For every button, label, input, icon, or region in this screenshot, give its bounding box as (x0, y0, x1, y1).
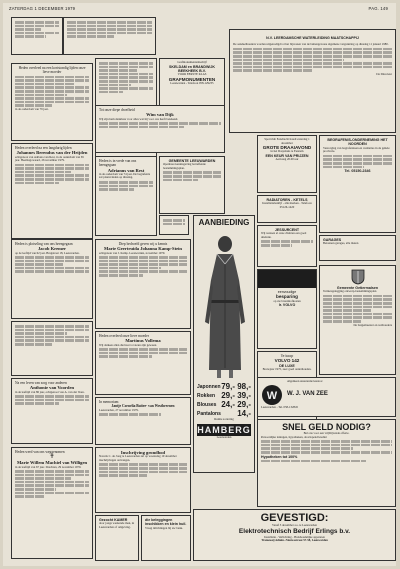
jessurcent-title: JESSURCENT (274, 228, 300, 232)
beleggingen-text: Vraag inlichtingen bij uw bank. (145, 525, 183, 530)
jessurcent-text: Wij wensen al onze cliënten een goed uiteinde. (261, 231, 307, 239)
running-header (9, 6, 388, 14)
vanzee-title: W. J. VAN ZEE (287, 391, 328, 398)
deceased-name: Anthonie van Voorden (29, 385, 75, 391)
gemeente2-text: Terinzagelegging ontwerp-bestemmingsplan (323, 289, 377, 294)
radiatoren-ad (257, 195, 317, 223)
deceased-name: Marie Willem Machiel van Willigen (16, 460, 88, 466)
geld-title: SNEL GELD NODIG? (282, 422, 371, 432)
begrafenis-title: BEGRAFENIS-ONDERNEMING HET NOORDEN (327, 138, 388, 147)
page-number: PAG. 149 (368, 6, 388, 11)
notice-title: Heden overleed na een langdurig lijden (15, 146, 72, 150)
notice-title: Heden is in vrede van ons heengegaan (99, 159, 137, 168)
notice-text: echtgenoot van Adriana van Rest, in de ouderdom van 65 jaar. Heerhugowaard, 26 november 1979. (15, 154, 84, 163)
price-row-japonnen (197, 382, 251, 391)
draaiavond-ad (257, 135, 317, 193)
death-notice-8 (95, 239, 191, 329)
volvo142-line3: DE LUXE (279, 363, 295, 368)
notice-text: in de leeftijd van 86 jaar, echtgenoot van A. van der Veen. (15, 389, 85, 394)
item-name: Pantalons (197, 411, 221, 417)
gevestigd-title: GEVESTIGD: (260, 512, 329, 524)
assurantie-ad (257, 377, 396, 417)
notice-title: Heden overleed na een kortstondig lijden onze lieve moeder (18, 66, 86, 75)
ad-head: Grafmonumentenbedrijf (177, 60, 207, 64)
assurantie-head: Algemeen Assurantie kantoor (287, 379, 323, 383)
waterleiding-title: N.V. LEERDAMSCHE WATERLEIDING MAATSCHAPPIJ (266, 36, 359, 40)
death-notice-5 (11, 447, 93, 559)
aanbieding-ad (193, 215, 255, 473)
volvo-besparing-ad (257, 269, 317, 349)
gevestigd-address: Tramzooij Admin.-Nieuwsstraat 57-58, Leeuwarden (261, 538, 328, 543)
dankbetuiging-notice (63, 17, 156, 55)
begrafenis-phone: Tel. 05150-2346 (344, 169, 371, 174)
gemeente-getiermalsen-notice (319, 265, 396, 375)
begrafenis-ad (319, 135, 396, 233)
deceased-name: Jantje Cornelia Buitee- van Westhreenen (111, 404, 175, 409)
draaiavond-title: GROTE DRAAIAVOND (262, 145, 312, 151)
item-price: 79,- 98,- (221, 382, 251, 391)
jessurcent-ad (257, 225, 317, 267)
garages-ad (319, 235, 396, 261)
volvo-title: besparing (276, 294, 298, 300)
death-notice-3 (11, 239, 93, 319)
geld-nodig-ad (257, 419, 396, 507)
vanzee-text: Leeuwarden - Tel. 058-132845 (261, 404, 299, 409)
notice-title: Na een leven van zorg voor anderen (15, 381, 67, 385)
aanbieding-foot: Ruime sortering (214, 417, 234, 421)
kamer-title: Gezocht KAMER (99, 518, 128, 522)
notice-text: Wij danken allen die haar tot steun zijn geweest. (99, 342, 158, 347)
beleggingen-ad (141, 515, 191, 561)
volvo142-line2: VOLVO 142 (274, 358, 300, 364)
gevestigd-ad (193, 509, 396, 561)
draaiavond-sub: EEN KEUR VAN PRIJZEN (265, 153, 309, 158)
draaiavond-top: Sportclub Eendracht houdt zaterdag 1 december (264, 137, 310, 145)
notice-text: in de ouderdom van 74 jaar. De begrafenis zal plaatsvinden op dinsdag. (99, 171, 150, 180)
small-ad-column (159, 215, 189, 235)
geld-foot: Hypotheken tot 100% (261, 454, 298, 459)
notice-title: Inschrijving grondbod (120, 450, 166, 455)
page-date: ZATERDAG 1 DECEMBER 1979 (9, 6, 76, 11)
gevestigd-name: Elektrotechnisch Bedrijf Erlings b.v. (238, 527, 351, 535)
hamberg-logo: HAMBERG (197, 424, 251, 435)
deceased-name: Johannes Berendus van der Heijden (16, 150, 88, 156)
gemeente-title: GEMEENTE LEEUWARDEN (168, 159, 216, 163)
kamer-text: door jonge werkende man, in Leeuwarden of omgeving. (99, 521, 135, 529)
notice-text: in de ouderdom van 79 jaar. (15, 106, 49, 111)
cross-icon: ✝ (49, 454, 55, 461)
volvo-text: op uw brandstofkosten (273, 298, 301, 303)
price-row-blouses (197, 400, 251, 409)
waterleiding-sign: De Directeur (376, 72, 392, 77)
waterleiding-notice (229, 29, 396, 133)
item-price: 24,- 29,- (221, 400, 251, 409)
item-name: Rokken (197, 393, 216, 399)
beleggingen-title: die beleggingen (145, 518, 173, 522)
newspaper-page (3, 3, 396, 566)
death-notice-4 (11, 378, 93, 444)
in-memoriam-notice (95, 105, 225, 153)
deceased-name: Marie Geertruida Johanna Kamp-Stein (104, 246, 182, 252)
deceased-name: Martinus Vollema (125, 338, 161, 344)
notice-title: Heden werd van ons weggenomen (15, 450, 65, 454)
death-notice-1 (11, 63, 93, 141)
volvo-brand: Ir. VOLVO (278, 303, 296, 308)
gemeente-notice (159, 156, 225, 214)
geld-text: Bel ons voor een vrijblijvende offerte. (303, 431, 350, 435)
geld-sub: Persoonlijke leningen, hypotheken, doorlopend krediet (261, 434, 327, 439)
volvo142-text: Bouwjaar 1975, zeer goed onderhouden. (262, 366, 312, 371)
begrafenis-text: Verzorging van begrafenissen en crematies in de gehele provincie. (323, 145, 390, 154)
radiatoren-text: Installatiebedrijf - alle merken - Telefoon 05126-1420 (262, 201, 312, 209)
garages-text: Betonnen garages, alle maten (323, 241, 359, 246)
notice-text: echtgenote van J. Kamp. Leeuwarden, november 1979. (99, 250, 166, 255)
grondbod-notice (95, 447, 191, 513)
item-name: Blouses (197, 402, 217, 408)
small-notice-2 (11, 321, 93, 376)
volvo-photo (258, 270, 316, 288)
aanbieding-title: AANBIEDING (198, 218, 250, 227)
gemeente2-title: Gemeente Getiermalsen (336, 286, 379, 290)
volvo142-line1: Te koop (280, 354, 294, 358)
notice-text: in de leeftijd van 67 jaar. Drachten, 29 november 1979. (15, 464, 82, 469)
item-name: Japonnen (197, 384, 221, 390)
svg-text:W: W (266, 389, 278, 402)
notice-text: op de leeftijd van 62 jaar. Brugstraat 18, Leeuwarden. (15, 250, 80, 255)
company-name: SKELDAM en BRANDWIJK BEEKHEEK B.V. (169, 64, 215, 73)
deceased-name: Adrianus van Rest (107, 167, 145, 173)
ad-cta: VOOR EERSTE KLAS (177, 72, 207, 77)
gevestigd-text: Installatie - Verlichting - Huishoudelijke apparaten (264, 534, 325, 539)
gevestigd-sub: Vanaf 3 december a.s. te Leeuwarden (272, 523, 317, 527)
death-notice-2 (11, 143, 93, 239)
waterleiding-text: De aandeelhouders worden uitgenodigd tot het bijwonen van de buitengewone algemene vergadering op dinsdag 11 januari 1980. (233, 42, 389, 47)
deceased-name: Jacob Kremer (37, 246, 67, 252)
death-notice-10 (95, 397, 191, 445)
small-notice (11, 17, 63, 55)
notice-text: Wij zijn hem dankbaar voor alles wat hij voor ons heeft betekend. (99, 116, 179, 121)
draaiavond-more: Aanvang 20.00 uur (275, 157, 299, 162)
beleggingen-sub: inschikken en klein huil. (145, 522, 187, 527)
hamberg-tagline: Leeuwarden (216, 434, 232, 439)
death-notice-9 (95, 331, 191, 395)
notice-title: Tot onze diepe droefheid (99, 108, 135, 112)
gemeente2-sign: De burgemeester en wethouders (353, 322, 392, 327)
draaiavond-text: in het Dorpshuis te Eenrum (270, 149, 304, 154)
notice-text: Leeuwarden, 27 november 1979. (99, 407, 139, 412)
item-price: 29,- 39,- (221, 391, 251, 400)
notice-title: Heden overleed onze lieve moeder (99, 334, 149, 338)
ad-address: Leeuwarden - Telefoon 058-129235 (170, 80, 214, 85)
garages-title: GARAGES (323, 238, 342, 242)
notice-title: Heden is plotseling van ons heengegaan (15, 242, 73, 246)
notice-title: In memoriam (99, 400, 119, 404)
item-price: 14,- (237, 409, 251, 418)
death-notice-7 (95, 156, 157, 236)
gemeente-text: Openbare kennisgeving betreffende bestemmingsplan. (163, 162, 206, 170)
deceased-name: Wim van Dijk (146, 112, 174, 118)
notice-text: Notaris C. de Jong te Leeuwarden zal op woensdag 19 december inschrijvingen ontvangen. (99, 454, 177, 462)
price-row-rokken (197, 391, 251, 400)
volvo-head: eenvoudige (277, 290, 297, 294)
kamer-ad (95, 515, 139, 561)
ad-product: GRAFMONUMENTEN (168, 76, 216, 82)
woman-coat-illustration (197, 230, 253, 380)
notice-title: Diep bedroefd geven wij u kennis (118, 242, 168, 246)
radiatoren-title: RADIATOREN - KETELS (266, 198, 308, 202)
vanzee-logo-icon (261, 384, 283, 406)
municipal-crest-icon (351, 269, 365, 285)
